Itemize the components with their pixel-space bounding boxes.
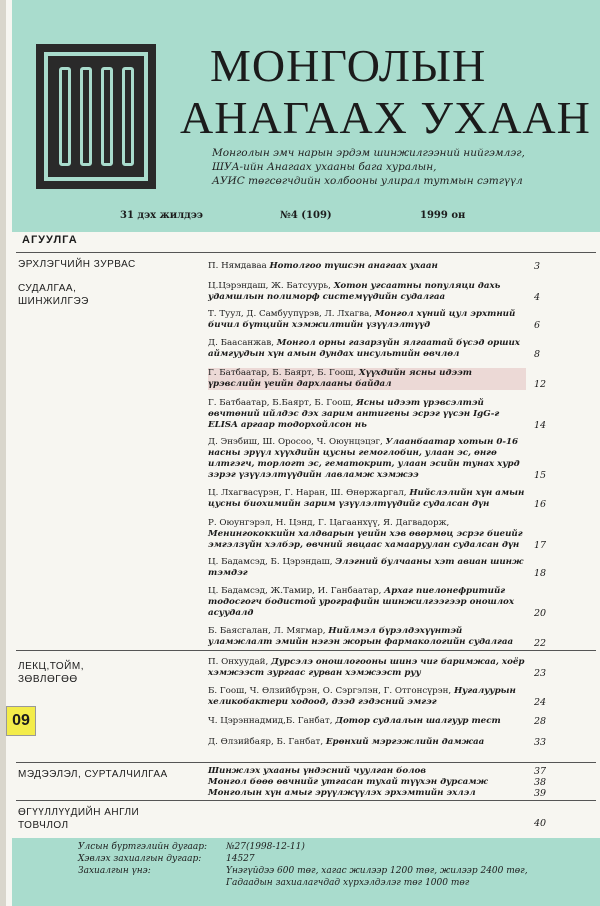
entry-title: Хотон угсаатны популяци дахь удамшлын полиморф системүүдийн судалгаа bbox=[208, 281, 501, 302]
toc-entry bbox=[208, 261, 526, 272]
subscription-label: Хэвлэх захиалгын дугаар: bbox=[78, 854, 202, 864]
entry-authors: Д. Энэбиш, Ш. Оросоо, Ч. Оюунцэцэг, bbox=[208, 437, 383, 447]
entry-title: Монгол хүний цул эрхтний бичил бүтцийн хэмжилтийн үзүүлэлтүүд bbox=[208, 309, 516, 330]
toc-entry bbox=[208, 338, 526, 360]
price-value-foreign: Гадаадын захиалагчдад хүрхэлдэлэг төг 1000 төг bbox=[226, 878, 470, 888]
entry-page: 16 bbox=[534, 499, 547, 510]
toc-entry bbox=[208, 518, 526, 551]
entry-authors: Ц. Бадамсэд, Ж.Тамир, И. Ганбаатар, bbox=[208, 586, 382, 596]
section-editorial: ЭРХЛЭГЧИЙН ЗУРВАС bbox=[18, 259, 136, 270]
entry-page: 22 bbox=[534, 638, 547, 649]
entry-title: Ясны идээт үрэвсэлтэй өвчтөний ийлдэс дэх зарим антигены эсрэг үүсэн IgG-г ELISA аргаар тодорхойлсон нь bbox=[208, 398, 500, 430]
entry-page: 20 bbox=[534, 608, 547, 619]
entry-authors: Д. Баасанжав, bbox=[208, 338, 274, 348]
section-lectures-line-1: ЛЕКЦ,ТОЙМ, bbox=[18, 661, 84, 672]
entry-title: Хүүхдийн ясны идээт үрэвслийн үеийн дархлааны байдал bbox=[208, 368, 472, 389]
price-label: Захиалгын үнэ: bbox=[78, 866, 151, 876]
entry-authors: Ц. Лхагвасүрэн, Г. Наран, Ш. Өнөржаргал, bbox=[208, 488, 407, 498]
info-item: Шинжлэх ухааны үндэсний чуулган болов bbox=[208, 766, 426, 776]
entry-page: 8 bbox=[534, 349, 541, 360]
title-line-1: МОНГОЛЫН bbox=[210, 40, 487, 91]
subtitle-line-1: Монголын эмч нарын эрдэм шинжилгээний нийгэмлэг, bbox=[212, 147, 525, 159]
section-lectures-line-2: ЗӨВЛӨГӨӨ bbox=[18, 674, 78, 685]
journal-subtitle bbox=[212, 146, 525, 188]
entry-title: Архаг пиелонефритийг тодосгогч бодистой урографийн шинжилгээгээр оношлох асуудалд bbox=[208, 586, 515, 618]
section-research-line-2: ШИНЖИЛГЭЭ bbox=[18, 296, 89, 307]
entry-page: 28 bbox=[534, 716, 547, 727]
entry-page: 17 bbox=[534, 540, 547, 551]
subscription-value: 14527 bbox=[226, 854, 255, 864]
section-divider bbox=[16, 252, 596, 253]
issue-number: №4 (109) bbox=[280, 210, 332, 221]
entry-page: 33 bbox=[534, 737, 547, 748]
entry-authors: Г. Батбаатар, Б. Баярт, Б. Гоош, bbox=[208, 368, 357, 378]
section-lectures bbox=[18, 660, 84, 686]
entry-page: 15 bbox=[534, 470, 547, 481]
section-abstracts-line-1: ӨГҮҮЛЛҮҮДИЙН АНГЛИ bbox=[18, 807, 140, 818]
toc-entry bbox=[208, 657, 526, 679]
entry-page: 24 bbox=[534, 697, 547, 708]
toc-entry bbox=[208, 281, 526, 303]
price-value: Үнэгүйдээ 600 төг, хагас жилээр 1200 төг, жилээр 2400 төг, bbox=[226, 866, 528, 876]
entry-title: Менингококкийн халдварын үеийн хэв өвөрмөц эсрэг биеийг эмгэлзүйн хэлбэр, өвчний явцаас хамааруулан судалсан дүн bbox=[208, 529, 523, 550]
entry-title: Улаанбаатар хотын 0-16 насны эрүүл хүүхдийн цусны гемоглобин, улаан эс, өнгө илтгэгч, торлогт эс, гематокрит, улаан эсийн тунах хурд зэрэг үзүүлэлтүүдийн лавламж хэмжээ bbox=[208, 437, 520, 480]
info-page: 39 bbox=[534, 788, 547, 799]
logo-script-bar bbox=[59, 67, 71, 165]
section-english-abstracts bbox=[18, 806, 139, 832]
entry-authors: Б. Гоош, Ч. Өлзийбүрэн, О. Сэргэлэн, Г. Отгонсүрэн, bbox=[208, 686, 452, 696]
entry-authors: Ч. Цэрэннадмид,Б. Ганбат, bbox=[208, 716, 333, 726]
logo-frame bbox=[44, 52, 148, 181]
toc-entry-highlighted bbox=[208, 368, 526, 390]
title-line-2: АНАГААХ УХААН bbox=[180, 92, 591, 143]
entry-authors: Ц.Цэрэндаш, Ж. Батсуурь, bbox=[208, 281, 331, 291]
section-abstracts-line-2: ТОВЧЛОЛ bbox=[18, 820, 69, 831]
registration-label: Улсын бүртгэлийн дугаар: bbox=[78, 842, 208, 852]
issue-year: 1999 он bbox=[420, 210, 466, 221]
entry-authors: П. Нямдаваа bbox=[208, 261, 267, 271]
entry-title: Ерөнхий мэргэжлийн дамжаа bbox=[325, 737, 485, 747]
entry-authors: Р. Оюунгэрэл, Н. Цэнд, Г. Цагаанхүү, Я. Дагвадорж, bbox=[208, 518, 450, 528]
entry-authors: Г. Батбаатар, Б.Баярт, Б. Гоош, bbox=[208, 398, 354, 408]
entry-title: Нугалуурын хеликобактери ходоод, дээд гэдэсний эмгэг bbox=[208, 686, 516, 707]
toc-entry bbox=[208, 557, 526, 579]
entry-title: Нийслэлийн хүн амын цусны биохимийн зарим үзүүлэлтүүдийг судалсан дүн bbox=[208, 488, 525, 509]
toc-entry bbox=[208, 586, 526, 619]
entry-page: 6 bbox=[534, 320, 541, 331]
toc-entry bbox=[208, 437, 526, 481]
entry-authors: Ц. Бадамсэд, Б. Цэрэндаш, bbox=[208, 557, 333, 567]
entry-page: 23 bbox=[534, 668, 547, 679]
logo-script-bar bbox=[80, 67, 92, 165]
info-item: Монголын хүн амыг эрүүлжүүлэх эрхэмтийн эхлэл bbox=[208, 788, 476, 798]
entry-authors: Т. Туул, Д. Самбуупүрэв, Л. Лхагва, bbox=[208, 309, 373, 319]
section-divider bbox=[16, 650, 596, 651]
registration-value: №27(1998-12-11) bbox=[226, 842, 305, 852]
logo-script-bar bbox=[101, 67, 113, 165]
library-sticker: 09 bbox=[6, 706, 36, 736]
entry-title: Нийлмэл бүрэлдэхүүнтэй уламжлалт эмийн нэгэн жорын фармакологийн судалгаа bbox=[208, 626, 514, 647]
abstracts-page: 40 bbox=[534, 818, 547, 829]
cover-header bbox=[12, 0, 600, 232]
toc-entry bbox=[208, 398, 526, 431]
toc-entry bbox=[208, 686, 526, 708]
section-divider bbox=[16, 762, 596, 763]
section-research bbox=[18, 282, 89, 308]
section-information: МЭДЭЭЛЭЛ, СУРТАЛЧИЛГАА bbox=[18, 769, 168, 780]
entry-page: 3 bbox=[534, 261, 541, 272]
volume-label: 31 дэх жилдээ bbox=[120, 210, 204, 221]
toc-entry bbox=[208, 716, 526, 727]
section-divider bbox=[16, 800, 596, 801]
logo-script-bar bbox=[122, 67, 134, 165]
entry-title: Монгол орны газарзүйн ялгаатай бүсэд орших аймгуудын хүн амын дундах инсультийн өвчлөл bbox=[208, 338, 520, 359]
contents-heading: АГУУЛГА bbox=[22, 234, 78, 246]
info-page: 38 bbox=[534, 777, 547, 788]
entry-title: Элэгний булчааны хэт авиан шинж тэмдэг bbox=[208, 557, 524, 578]
journal-title bbox=[180, 40, 591, 144]
entry-authors: Д. Өлзийбаяр, Б. Ганбат, bbox=[208, 737, 324, 747]
entry-title: Дотор судлалын шалгуур тест bbox=[335, 716, 501, 726]
section-research-line-1: СУДАЛГАА, bbox=[18, 283, 77, 294]
entry-page: 4 bbox=[534, 292, 541, 303]
entry-title: Дурсэлэ оношлогооны шинэ чиг баримжаа, хоёр хэмжээст зургаас гурван хэмжээст руу bbox=[208, 657, 525, 678]
info-item: Монгол бөөө өвчнийг утгасан тухай түүхэн дурсамж bbox=[208, 777, 488, 787]
toc-entry bbox=[208, 737, 526, 748]
entry-page: 14 bbox=[534, 420, 547, 431]
toc-entry bbox=[208, 309, 526, 331]
entry-authors: П. Онхуудай, bbox=[208, 657, 269, 667]
subtitle-line-3: АУИС төгсөгчдийн холбооны улирал тутмын сэтгүүл bbox=[212, 175, 523, 187]
entry-authors: Б. Баясгалан, Л. Мягмар, bbox=[208, 626, 326, 636]
subtitle-line-2: ШУА-ийн Анагаах ухааны бага хуралын, bbox=[212, 161, 437, 173]
entry-page: 12 bbox=[534, 379, 547, 390]
info-page: 37 bbox=[534, 766, 547, 777]
journal-logo-emblem bbox=[36, 44, 156, 189]
entry-title: Нотолгоо түшсэн анагаах ухаан bbox=[269, 261, 438, 271]
toc-entry bbox=[208, 626, 526, 648]
toc-entry bbox=[208, 488, 526, 510]
entry-page: 18 bbox=[534, 568, 547, 579]
cover-footer bbox=[12, 838, 600, 906]
